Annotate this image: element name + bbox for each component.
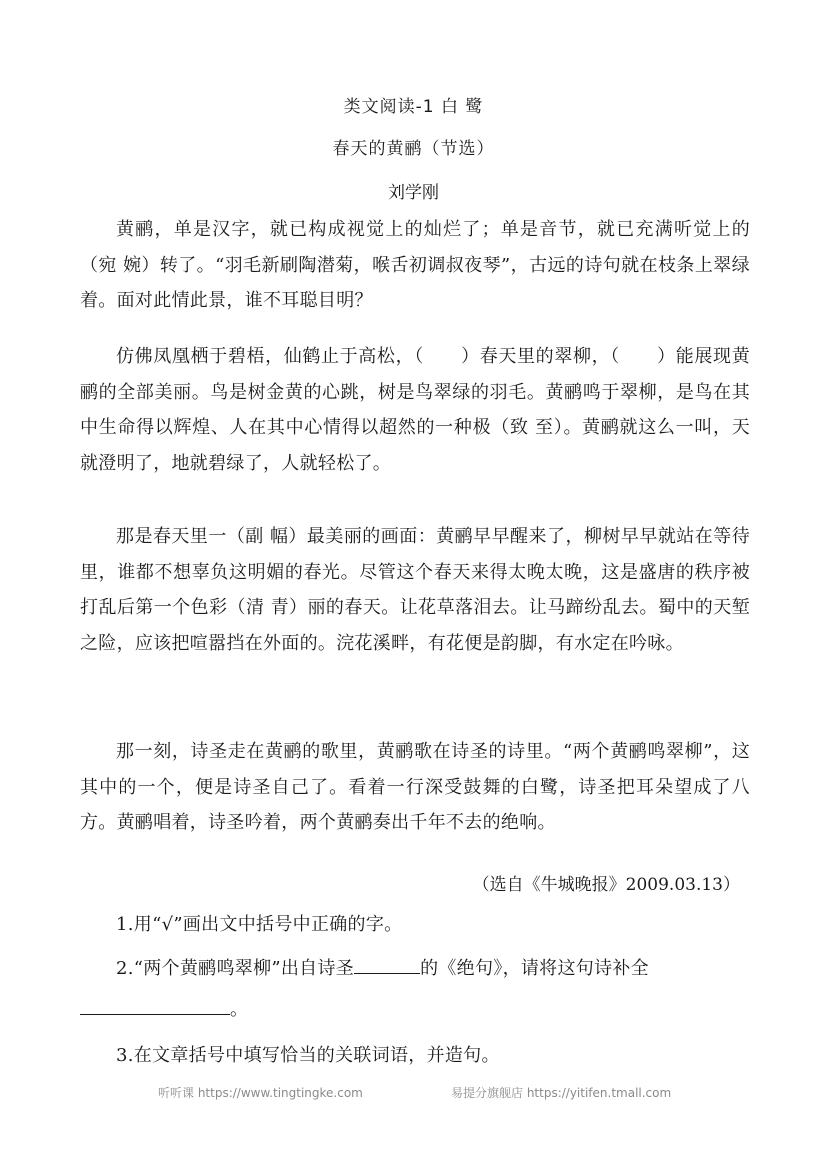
answer-blank-poem-line[interactable] — [80, 994, 230, 1015]
question-2 — [80, 948, 750, 1030]
question-2-text-a: 2.“两个黄鹂鸣翠柳”出自诗圣 — [116, 958, 355, 979]
question-2-text-c: 。 — [230, 999, 249, 1020]
footer-link-left[interactable]: 听听课 https://www.tingtingke.com — [158, 1086, 363, 1100]
article-paragraph-4: 那一刻，诗圣走在黄鹂的歌里，黄鹂歌在诗圣的诗里。“两个黄鹂鸣翠柳”，这其中的一个，便是诗圣自己了。看着一行深受鼓舞的白鹭，诗圣把耳朵望成了八方。黄鹂唱着，诗圣吟着，两个黄鹂奏出千年不去的绝响。 — [80, 741, 750, 834]
article-paragraph-2: 仿佛凤凰栖于碧梧，仙鹤止于高松，（ ）春天里的翠柳，（ ）能展现黄鹂的全部美丽。鸟是树金黄的心跳，树是鸟翠绿的羽毛。黄鹂鸣于翠柳，是鸟在其中生命得以辉煌、人在其中心情得以超然的一种极（致 至）。黄鹂就这么一叫，天就澄明了，地就碧绿了，人就轻松了。 — [80, 346, 750, 475]
page-title: 类文阅读-1 白 鹭 — [343, 97, 484, 117]
article-paragraph-3: 那是春天里一（副 幅）最美丽的画面：黄鹂早早醒来了，柳树早早就站在等待里，谁都不想辜负这明媚的春光。尽管这个春天来得太晚太晚，这是盛唐的秩序被打乱后第一个色彩（清 青）丽的春天。让花草落泪去。让马蹄纷乱去。蜀中的天堑之险，应该把喧嚣挡在外面的。浣花溪畔，有花便是韵脚，有水定在吟咏。 — [80, 526, 750, 655]
article-paragraph-1: 黄鹂，单是汉字，就已构成视觉上的灿烂了；单是音节，就已充满听觉上的（宛 婉）转了。“羽毛新刷陶潜菊，喉舌初调叔夜琴”，古远的诗句就在枝条上翠绿着。面对此情此景，谁不耳聪目明？ — [80, 219, 750, 312]
footer-link-right[interactable]: 易提分旗舰店 https://yitifen.tmall.com — [451, 1086, 672, 1100]
question-1: 1.用“√”画出文中括号中正确的字。 — [116, 914, 403, 935]
article-source: （选自《牛城晚报》2009.03.13） — [472, 875, 740, 895]
answer-blank-poet[interactable] — [354, 953, 420, 974]
article-title: 春天的黄鹂（节选） — [332, 139, 495, 159]
question-2-text-b: 的《绝句》，请将这句诗补全 — [420, 958, 649, 979]
question-3: 3.在文章括号中填写恰当的关联词语，并造句。 — [116, 1045, 500, 1066]
article-author: 刘学刚 — [388, 183, 439, 203]
